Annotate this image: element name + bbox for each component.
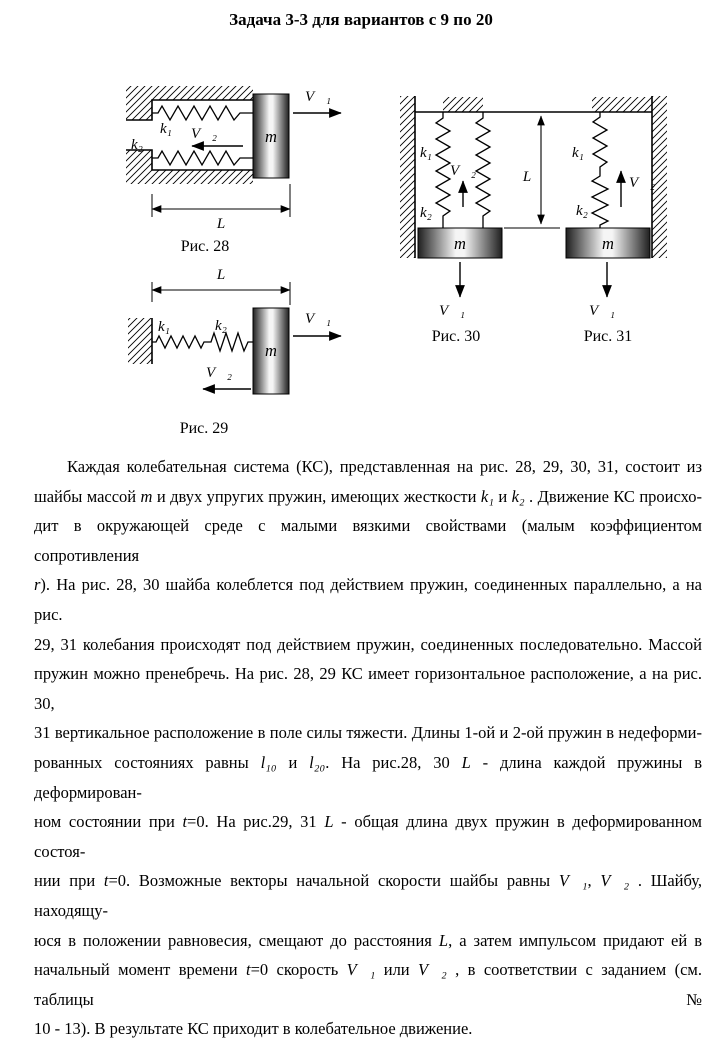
spring-k1-label: k₁ — [420, 145, 432, 161]
text-line — [34, 926, 702, 956]
text-segment: юся в положении равновесия, смещают до расстояния — [34, 930, 439, 950]
text-segment: и — [276, 752, 310, 772]
text-segment: , — [587, 871, 601, 891]
text-line — [34, 807, 702, 866]
figure-28 — [126, 86, 341, 255]
variable: L — [438, 930, 449, 950]
velocity-v1-label: V⃗₁ — [438, 303, 466, 319]
text-segment: пружин можно пренебречь. На рис. 28, 29 КС имеет горизонтальное расположение, а на рис. 30, — [34, 664, 702, 713]
spring-k1 — [436, 112, 450, 228]
text-line — [34, 748, 702, 807]
mass-label: m — [454, 234, 466, 253]
figure-caption: Рис. 30 — [431, 328, 481, 345]
dimension-label-L: L — [522, 169, 532, 185]
variable: V⃗₂ — [600, 871, 630, 891]
text-segment: и двух упругих пружин, имеющих жесткости — [152, 486, 481, 506]
variable: L — [461, 752, 471, 772]
variable: k₁ — [480, 486, 494, 506]
text-line — [34, 659, 702, 718]
figure-caption: Рис. 31 — [583, 328, 633, 345]
variable: l₂₀ — [309, 752, 326, 772]
text-segment: =0 скорость — [250, 960, 347, 980]
text-line — [34, 955, 702, 1014]
text-line — [34, 630, 702, 660]
spring-k1-label: k₁ — [572, 145, 584, 161]
variable: k₂ — [511, 486, 525, 506]
wall-hatch — [128, 318, 152, 364]
dimension-label-L: L — [216, 216, 226, 232]
variable: L — [324, 812, 334, 832]
variable: V⃗₁ — [346, 960, 376, 980]
spring-k1 — [152, 336, 208, 348]
velocity-v1-label: V⃗₁ — [304, 89, 332, 105]
velocity-v2-label: V⃗₂ — [449, 163, 477, 179]
text-segment: рованных состояниях равны — [34, 752, 261, 772]
wall-hatch — [126, 150, 152, 170]
text-segment: . Шайбу, находящу- — [34, 871, 702, 920]
spring-k1-label: k₁ — [160, 121, 172, 137]
velocity-v1-label: V⃗₁ — [588, 303, 616, 319]
text-segment: , а затем импульсом придают ей в — [448, 930, 702, 950]
ceiling-hatch — [592, 97, 652, 112]
wall-hatch — [126, 86, 253, 100]
text-line — [34, 570, 702, 629]
spring-k2-label: k₂ — [576, 203, 588, 219]
figures-canvas — [0, 0, 722, 450]
figure-31 — [566, 96, 667, 345]
variable: m — [140, 486, 153, 506]
text-segment: =0. На рис.29, 31 — [187, 812, 325, 832]
text-line — [34, 511, 702, 570]
variable: V⃗₂ — [418, 960, 447, 980]
problem-text — [34, 452, 702, 1044]
figure-caption: Рис. 29 — [179, 420, 229, 437]
text-segment: =0. Возможные векторы начальной скорости шайбы равны — [108, 871, 559, 891]
mass-label: m — [602, 234, 614, 253]
velocity-v2-label: V⃗₂ — [629, 175, 656, 191]
velocity-v2-label: V⃗₂ — [205, 365, 233, 381]
spring-k1 — [593, 112, 607, 172]
text-segment: и — [493, 486, 512, 506]
spring-k2 — [208, 333, 253, 351]
text-segment: дит в окружающей среде с малыми вязкими свойствами (малым коэффициентом сопротивления — [34, 516, 702, 565]
text-line — [34, 866, 702, 925]
variable: t — [182, 812, 188, 832]
spring-k2-label: k₂ — [131, 137, 143, 153]
text-line — [34, 482, 702, 512]
text-segment: начальный момент времени — [34, 960, 246, 980]
text-line — [34, 452, 702, 482]
variable: r — [34, 575, 41, 595]
spring-k2 — [592, 172, 608, 228]
velocity-v1-label: V⃗₁ — [304, 311, 332, 327]
text-segment: ном состоянии при — [34, 812, 183, 832]
variable: t — [245, 960, 251, 980]
text-segment: 31 вертикальное расположение в поле силы тяжести. Длины 1-ой и 2-ой пружин в недеформи- — [34, 723, 702, 743]
text-segment: . На рис.28, 30 — [325, 752, 462, 772]
mass-label: m — [265, 341, 277, 360]
text-segment: или — [375, 960, 419, 980]
spring-k1 — [152, 106, 253, 120]
wall-hatch — [400, 96, 415, 258]
text-segment: 10 - 13). В результате КС приходит в колебательное движение. — [34, 1019, 473, 1039]
text-segment: шайбы массой — [34, 486, 141, 506]
text-line — [34, 1014, 702, 1044]
mass-label: m — [265, 127, 277, 146]
text-segment: , в соответствии с заданием (см. таблицы № — [34, 960, 702, 1009]
variable: V⃗₁ — [558, 871, 588, 891]
figure-caption: Рис. 28 — [180, 238, 230, 255]
velocity-v2-label: V⃗₂ — [190, 126, 218, 142]
text-segment: нии при — [34, 871, 104, 891]
text-segment: . Движение КС происхо- — [524, 486, 702, 506]
wall-hatch — [126, 100, 152, 120]
page-title: Задача 3-3 для вариантов с 9 по 20 — [229, 10, 493, 29]
spring-k2 — [476, 112, 490, 228]
variable: l₁₀ — [260, 752, 277, 772]
text-line — [34, 718, 702, 748]
ceiling-hatch — [443, 97, 483, 112]
spring-k1-label: k₁ — [158, 319, 170, 335]
text-segment: - длина каждой пружины в деформирован- — [34, 752, 702, 802]
figure-29 — [128, 267, 341, 437]
text-segment: Каждая колебательная система (КС), представленная на рис. 28, 29, 30, 31, состоит из — [67, 457, 702, 476]
dimension-label-L: L — [216, 267, 226, 283]
variable: t — [103, 871, 109, 891]
text-segment: ). На рис. 28, 30 шайба колеблется под действием пружин, соединенных параллельно, а на рис. — [34, 575, 702, 624]
spring-k2-label: k₂ — [215, 318, 227, 334]
wall-hatch — [126, 170, 253, 184]
spring-k2 — [152, 151, 253, 165]
text-segment: 29, 31 колебания происходят под действием пружин, соединенных последовательно. Массой — [34, 634, 702, 654]
spring-k2-label: k₂ — [420, 205, 432, 221]
text-segment: - общая длина двух пружин в деформированном состоя- — [34, 812, 703, 861]
